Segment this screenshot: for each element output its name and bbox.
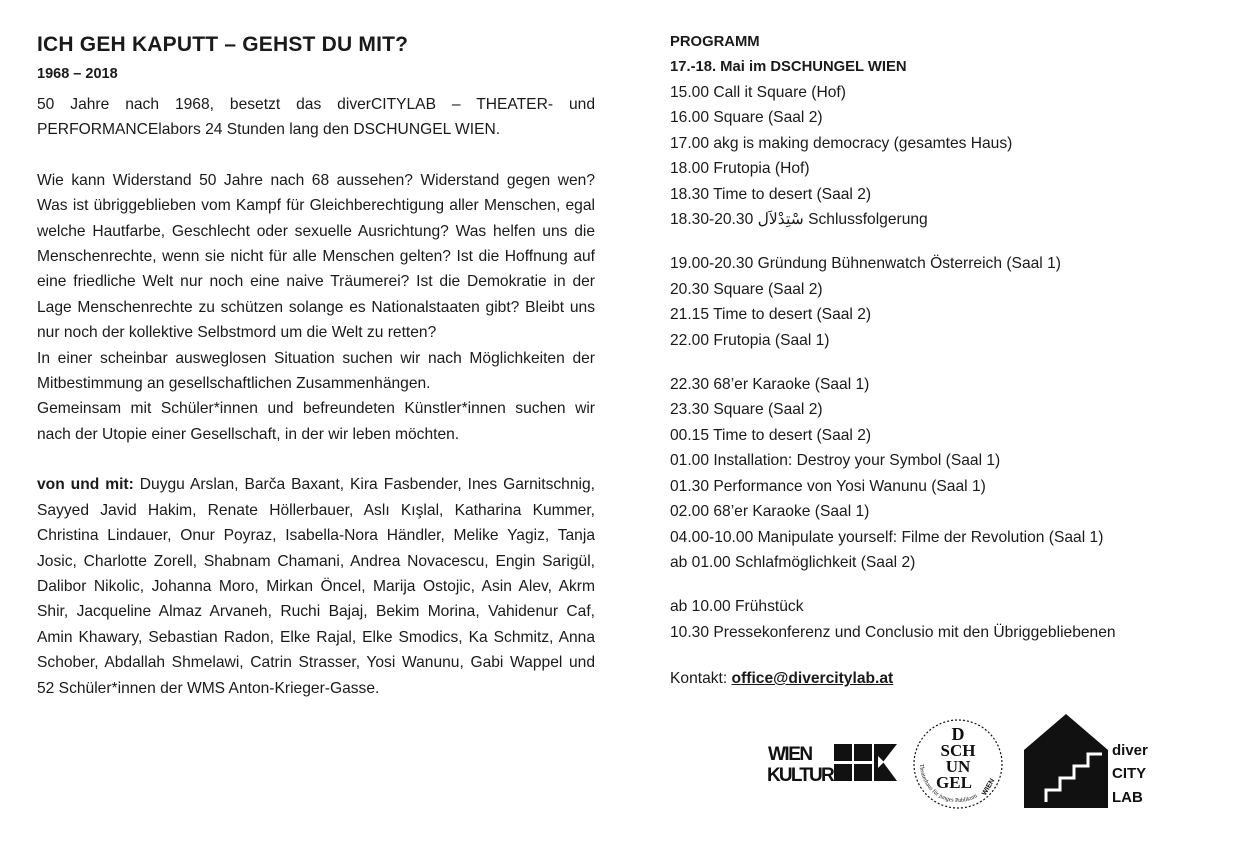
- wien-kultur-line1: WIEN: [768, 744, 812, 765]
- program-item: 20.30 Square (Saal 2): [670, 280, 823, 298]
- utopia-paragraph: Gemeinsam mit Schüler*innen und befreundeten Künstler*innen suchen wir nach der Utopie einer Gesellschaft, in der wir leben möchten.: [37, 400, 595, 443]
- program-item: ab 01.00 Schlafmöglichkeit (Saal 2): [670, 553, 916, 571]
- subtitle-years: 1968 – 2018: [37, 66, 118, 82]
- program-item: ab 10.00 Frühstück: [670, 598, 804, 616]
- program-item: 01.00 Installation: Destroy your Symbol (Saal 1): [670, 452, 1001, 470]
- situation-paragraph: In einer scheinbar ausweglosen Situation suchen wir nach Möglichkeiten der Mitbestimmung an gesellschaftlichen Zusammenhängen.: [37, 349, 595, 393]
- divercitylab-word-2: CITY: [1112, 765, 1147, 782]
- credits-names: Duygu Arslan, Barča Baxant, Kira Fasbender, Ines Garnitschnig, Sayyed Javid Hakim, Renate Höllerbauer, Aslı Kışlal, Katharina Kummer, Christina Lindauer, Onur Poyraz, Isabella-Nora Händler, Melike Yagiz, Tanja Josic, Charlotte Zorell, Shabnam Chamani, Andrea Novacescu, Engin Sarigül, Dalibor Nikolic, Johanna Moro, Mirkan Öncel, Marija Ostojic, Asin Alev, Akrm Shir, Jacqueline Almaz Arvaneh, Ruchi Bajaj, Bekim Morina, Vahidenur Caf, Amin Khawary, Sebastian Radon, Elke Rajal, Elke Smodics, Ka Schmitz, Anna Schober, Abdallah Shmelawi, Catrin Strasser, Yosi Wanunu, Gabi Wappel und 52 Schüler*innen der WMS Anton-Krieger-Gasse.: [37, 476, 595, 697]
- divercitylab-logo: [1022, 710, 1164, 810]
- dschungel-wien-logo: [912, 718, 1004, 810]
- program-item: 00.15 Time to desert (Saal 2): [670, 426, 872, 444]
- program-item: 17.00 akg is making democracy (gesamtes Haus): [670, 134, 1013, 152]
- program-item: 04.00-10.00 Manipulate yourself: Filme der Revolution (Saal 1): [670, 528, 1104, 546]
- program-item: 18.00 Frutopia (Hof): [670, 160, 810, 178]
- page-title: ICH GEH KAPUTT – GEHST DU MIT?: [37, 33, 409, 56]
- program-item: 01.30 Performance von Yosi Wanunu (Saal 1): [670, 477, 986, 495]
- dschungel-text-5: WIEN: [981, 777, 997, 797]
- program-heading: PROGRAMM: [670, 34, 760, 50]
- dschungel-ring-text: Theaterhaus für junges Publikum: [917, 763, 979, 805]
- program-item: 19.00-20.30 Gründung Bühnenwatch Österreich (Saal 1): [670, 255, 1061, 273]
- program-section: [670, 30, 1230, 692]
- event-description: [37, 30, 595, 701]
- dschungel-text-2: SCH: [940, 741, 976, 760]
- program-date: 17.-18. Mai im DSCHUNGEL WIEN: [670, 59, 907, 75]
- program-group-1: [670, 80, 1230, 232]
- program-item: 22.30 68’er Karaoke (Saal 1): [670, 376, 870, 394]
- credits-paragraph: [37, 472, 595, 701]
- dschungel-text-4: GEL: [936, 773, 972, 792]
- dschungel-text-3: UN: [945, 757, 971, 776]
- dschungel-text-1: D: [951, 724, 965, 744]
- contact-email-link[interactable]: office@divercitylab.at: [731, 670, 894, 688]
- intro-paragraph: 50 Jahre nach 1968, besetzt das diverCITYLAB – THEATER- und PERFORMANCElabors 24 Stunden lang den DSCHUNGEL WIEN.: [37, 96, 595, 139]
- program-item: 10.30 Pressekonferenz und Conclusio mit den Übriggebliebenen: [670, 623, 1116, 641]
- program-group-4: [670, 594, 1230, 645]
- divercitylab-word-1: diver: [1112, 742, 1148, 759]
- program-item: 23.30 Square (Saal 2): [670, 401, 823, 419]
- program-item: 18.30 Time to desert (Saal 2): [670, 185, 872, 203]
- program-item: 15.00 Call it Square (Hof): [670, 84, 846, 101]
- program-item: 02.00 68’er Karaoke (Saal 1): [670, 503, 870, 521]
- contact-label: Kontakt:: [670, 670, 732, 688]
- program-item: 21.15 Time to desert (Saal 2): [670, 306, 872, 324]
- divercitylab-word-3: LAB: [1112, 789, 1143, 806]
- contact-line: [670, 666, 1230, 691]
- wien-kultur-line2: KULTUR: [767, 765, 833, 784]
- program-group-3: [670, 372, 1230, 575]
- questions-paragraph: Wie kann Widerstand 50 Jahre nach 68 aussehen? Widerstand gegen wen? Was ist übriggeblieben vom Kampf für Gleichberechtigung aller Menschen, egal welche Hautfarbe, Geschlecht oder sexuelle Ausrichtung? Was helfen uns die Menschenrechte, wenn sie nicht für alle Menschen gelten? Ist die Hoffnung auf eine friedliche Welt nur noch eine naive Träumerei? Ist die Demokratie in der Lage Menschenrechte zu schützen solange es Nationalstaaten gibt? Bleibt uns nur noch der kollektive Selbstmord um die Welt zu retten?: [37, 171, 595, 342]
- sponsor-logos: [760, 708, 1230, 814]
- wien-kultur-logo: [766, 742, 898, 784]
- program-item: 22.00 Frutopia (Saal 1): [670, 331, 830, 349]
- program-item: 16.00 Square (Saal 2): [670, 109, 823, 127]
- program-group-2: [670, 251, 1230, 353]
- credits-lead: von und mit:: [37, 476, 134, 494]
- program-item: 18.30-20.30 سْتِدْلاَل Schlussfolgerung: [670, 211, 928, 229]
